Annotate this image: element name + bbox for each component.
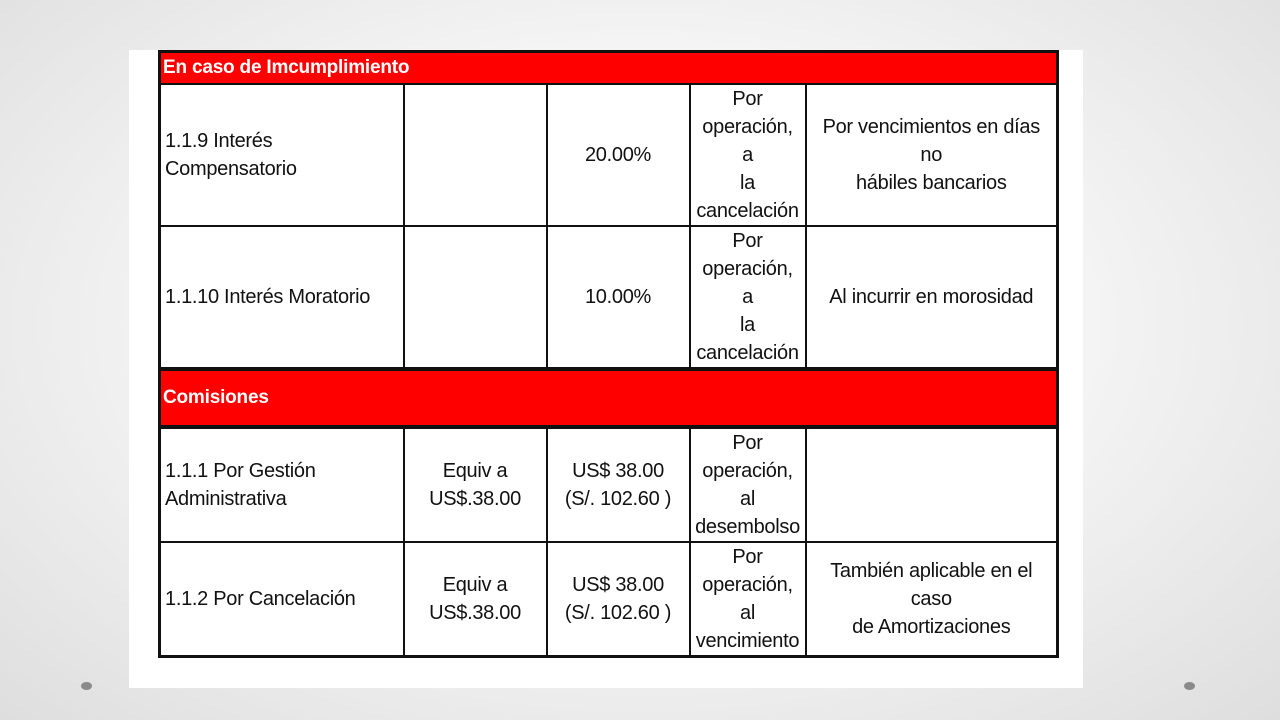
fee-rate: 20.00%: [547, 84, 690, 226]
fee-note: Por vencimientos en días no hábiles bancarios: [806, 84, 1058, 226]
fee-rate: 10.00%: [547, 226, 690, 369]
slide-dot-right: [1184, 682, 1195, 690]
table-row: [160, 542, 1058, 657]
fee-note: Al incurrir en morosidad: [806, 226, 1058, 369]
section-title-comisiones: Comisiones: [160, 369, 1058, 427]
section-title-incumplimiento: En caso de Imcumplimiento: [160, 52, 1058, 85]
fees-table: [158, 50, 1059, 658]
fee-name: 1.1.1 Por Gestión Administrativa: [160, 427, 404, 542]
fee-equiv: [404, 84, 547, 226]
table-row: [160, 84, 1058, 226]
fee-equiv: Equiv a US$.38.00: [404, 542, 547, 657]
fee-frequency: Por operación, al desembolso: [690, 427, 806, 542]
fee-note: También aplicable en el caso de Amortizaciones: [806, 542, 1058, 657]
slide-dot-left: [81, 682, 92, 690]
fee-equiv: [404, 226, 547, 369]
section-header-row: [160, 52, 1058, 85]
fee-frequency: Por operación, a la cancelación: [690, 84, 806, 226]
fee-rate: US$ 38.00 (S/. 102.60 ): [547, 542, 690, 657]
fee-name: 1.1.10 Interés Moratorio: [160, 226, 404, 369]
fee-frequency: Por operación, a la cancelación: [690, 226, 806, 369]
table-row: [160, 427, 1058, 542]
fee-frequency: Por operación, al vencimiento: [690, 542, 806, 657]
section-header-row: [160, 369, 1058, 427]
fee-name: 1.1.2 Por Cancelación: [160, 542, 404, 657]
fee-rate: US$ 38.00 (S/. 102.60 ): [547, 427, 690, 542]
fee-equiv: Equiv a US$.38.00: [404, 427, 547, 542]
fee-name: 1.1.9 Interés Compensatorio: [160, 84, 404, 226]
fee-note: [806, 427, 1058, 542]
table-row: [160, 226, 1058, 369]
